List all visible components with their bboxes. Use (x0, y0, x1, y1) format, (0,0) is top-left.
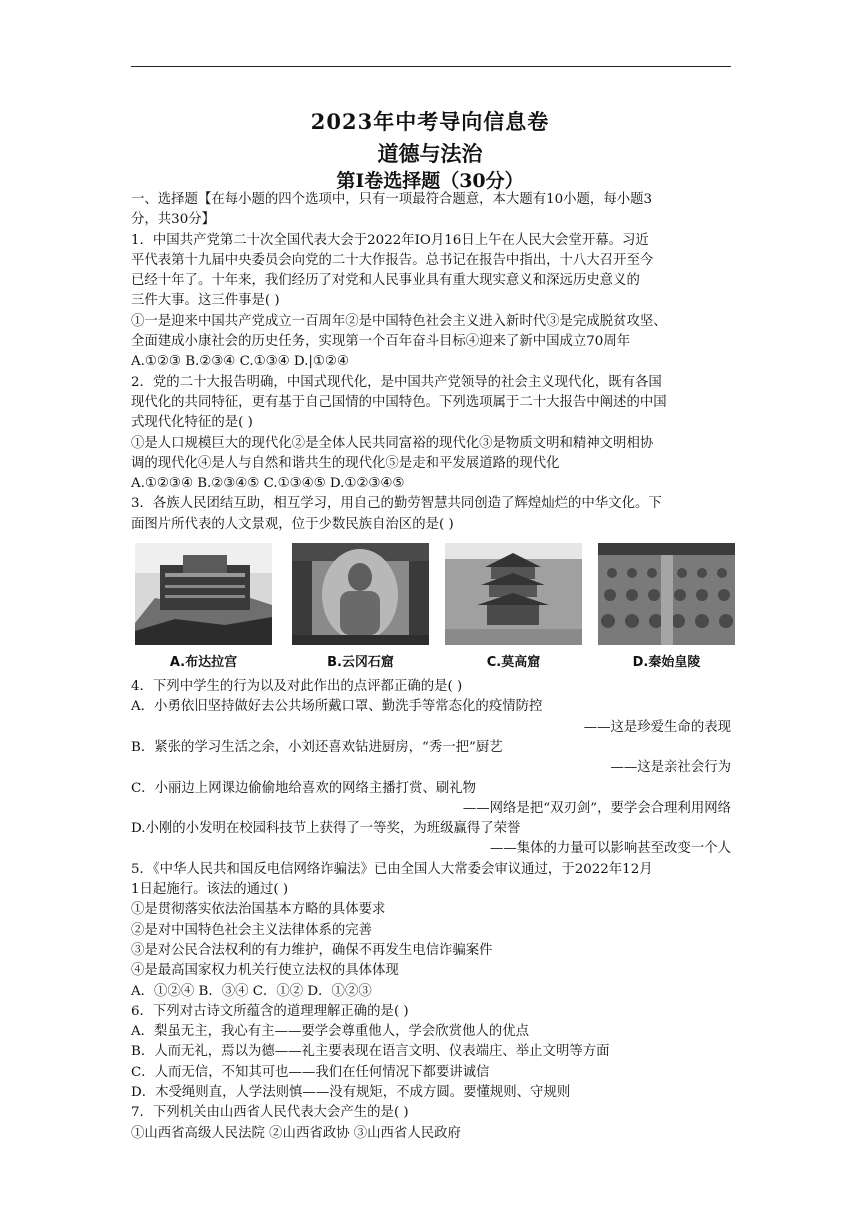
question-line: 1日起施行。该法的通过( ) (131, 882, 289, 898)
question-line: ①是人口规模巨大的现代化②是全体人民共同富裕的现代化③是物质文明和精神文明相协 (131, 435, 654, 451)
question-line: 三件大事。这三件事是( ) (131, 293, 280, 309)
image-caption-a: A.布达拉宫 (169, 655, 238, 671)
question-line: ③是对公民合法权利的有力维护，确保不再发生电信诈骗案件 (131, 942, 493, 958)
question-line: 面图片所代表的人文景观，位于少数民族自治区的是( ) (131, 516, 454, 532)
option-line: A．梨虽无主，我心有主——要学会尊重他人，学会欣赏他人的优点 (131, 1024, 529, 1040)
comment-line: ——集体的力量可以影响甚至改变一个人 (489, 841, 731, 857)
option-line: C．人而无信，不知其可也——我们在任何情况下都要讲诚信 (131, 1064, 490, 1080)
question-line: 已经十年了。十年来，我们经历了对党和人民事业具有重大现实意义和深远历史意义的 (131, 273, 640, 289)
question-line: ②是对中国特色社会主义法律体系的完善 (131, 922, 373, 938)
comment-line: ——这是珍爱生命的表现 (583, 719, 731, 735)
answer-options: A．①②④ B．③④ C．①② D．①②③ (131, 983, 372, 999)
question-line: ④是最高国家权力机关行使立法权的具体体现 (131, 963, 399, 979)
option-line: D.小刚的小发明在校园科技节上获得了一等奖，为班级赢得了荣誉 (131, 821, 521, 837)
question-2 (131, 373, 731, 495)
question-7 (131, 1103, 731, 1144)
image-caption-d: D.秦始皇陵 (632, 655, 701, 671)
yungang-grottoes-photo (292, 543, 429, 645)
option-line: B．人而无礼，焉以为德——礼主要表现在语言文明、仪表端庄、举止文明等方面 (131, 1044, 610, 1060)
option-line: C．小丽边上网课边偷偷地给喜欢的网络主播打赏、刷礼物 (131, 780, 477, 796)
question-6 (131, 1002, 731, 1103)
question-line: 平代表第十九届中央委员会向党的二十大作报告。总书记在报告中指出，十八大召开至今 (131, 252, 654, 268)
qin-mausoleum-photo (598, 543, 735, 645)
question-line: 调的现代化④是人与自然和谐共生的现代化⑤是走和平发展道路的现代化 (131, 455, 560, 471)
image-caption-c: C.莫高窟 (486, 655, 541, 671)
comment-line: ——这是亲社会行为 (610, 760, 731, 776)
exam-title: 2023年中考导向信息卷 (310, 109, 550, 134)
question-line: 2．党的二十大报告明确，中国式现代化，是中国共产党领导的社会主义现代化，既有各国 (131, 374, 662, 390)
answer-options: A.①②③④ B.②③④⑤ C.①③④⑤ D.①②③④⑤ (131, 476, 405, 492)
instruction-line: 分，共30分】 (131, 212, 215, 228)
exam-content (131, 190, 731, 1144)
potala-palace-photo (135, 543, 272, 645)
exam-subject: 道德与法治 (377, 141, 483, 166)
top-rule (131, 66, 731, 67)
comment-line: ——网络是把“双刃剑”，要学会合理利用网络 (462, 800, 731, 816)
question-1 (131, 231, 731, 373)
question-line: 4．下列中学生的行为以及对此作出的点评都正确的是( ) (131, 679, 463, 695)
question-line: ①山西省高级人民法院 ②山西省政协 ③山西省人民政府 (131, 1125, 461, 1141)
question-line: ①是贯彻落实依法治国基本方略的具体要求 (131, 902, 386, 918)
instruction-line: 一、选择题【在每小题的四个选项中，只有一项最符合题意，本大题有10小题，每小题3 (131, 192, 653, 207)
answer-options: A.①②③ B.②③④ C.①③④ D.|①②④ (131, 354, 349, 370)
landmark-images (131, 543, 731, 675)
instructions (131, 190, 731, 231)
question-line: 5．《中华人民共和国反电信网络诈骗法》已由全国人大常委会审议通过，于2022年12月 (131, 861, 653, 877)
question-line: 3．各族人民团结互助，相互学习，用自己的勤劳智慧共同创造了辉煌灿烂的中华文化。下 (131, 496, 662, 512)
question-line: 6．下列对古诗文所蕴含的道理理解正确的是( ) (131, 1003, 409, 1019)
question-line: 全面建成小康社会的历史任务，实现第一个百年奋斗目标④迎来了新中国成立70周年 (131, 334, 631, 350)
option-line: B．紧张的学习生活之余，小刘还喜欢钻进厨房，“秀一把”厨艺 (131, 739, 503, 755)
question-line: 7．下列机关由山西省人民代表大会产生的是( ) (131, 1105, 409, 1121)
option-line: A．小勇依旧坚持做好去公共场所戴口罩、勤洗手等常态化的疫情防控 (131, 699, 543, 715)
question-5 (131, 860, 731, 1002)
question-3 (131, 494, 731, 675)
option-line: D．木受绳则直，人学法则慎——没有规矩，不成方圆。要懂规则、守规则 (131, 1084, 571, 1100)
mogao-caves-photo (445, 543, 582, 645)
section-heading: 第Ⅰ卷选择题（30分） (336, 170, 524, 192)
question-4 (131, 677, 731, 860)
image-caption-b: B.云冈石窟 (327, 655, 394, 671)
question-line: 现代化的共同特征，更有基于自己国情的中国特色。下列选项属于二十大报告中阐述的中国 (131, 394, 667, 410)
question-line: ①一是迎来中国共产党成立一百周年②是中国特色社会主义进入新时代③是完成脱贫攻坚、 (131, 313, 667, 329)
question-line: 1．中国共产党第二十次全国代表大会于2022年IO月16日上午在人民大会堂开幕。习近 (131, 232, 649, 248)
question-line: 式现代化特征的是( ) (131, 415, 253, 431)
